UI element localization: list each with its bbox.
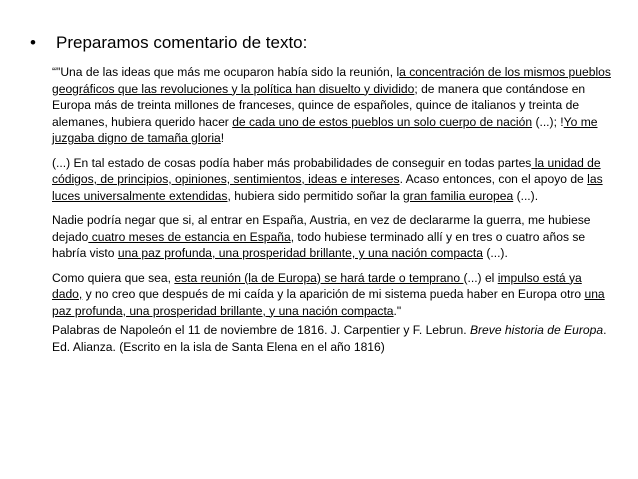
bullet-heading	[30, 33, 307, 53]
quote-paragraph-3	[52, 212, 612, 262]
book-title: Breve historia de Europa	[469, 323, 604, 337]
text-span: ."	[393, 303, 402, 318]
text-span: !	[220, 131, 225, 145]
text-span: , hubiera sido permitido soñar la	[227, 188, 403, 203]
underlined-span: gran familia europea	[402, 188, 514, 203]
underlined-span: de cada uno de estos pueblos un solo cuerpo de nación	[232, 114, 533, 129]
text-span: (...).	[482, 246, 508, 260]
text-span: . Ed. Alianza. (Escrito en la isla de Santa Elena en el año 1816)	[52, 323, 607, 354]
text-span: (...); !	[532, 114, 564, 129]
text-span: “"Una de las ideas que más me ocuparon había sido la reunión, l	[52, 65, 400, 79]
underlined-span: cuatro meses de estancia en España	[88, 229, 291, 244]
text-span: ; de manera que contándose en Europa más de treinta millones de franceses, quince de españoles, quince de italianos y treinta de alemanes, hubiera querido hacer	[52, 81, 586, 129]
bullet-icon: •	[30, 33, 36, 52]
underlined-span: una paz profunda, una prosperidad brillante, y una nación compacta	[117, 246, 483, 260]
text-span: y no creo que después de mi caída y la aparición de mi sistema pueda haber en Europa otro	[82, 287, 585, 301]
text-span: Nadie podría negar que si, al entrar en España, Austria, en vez de declararme la guerra, me hubiese dejado	[52, 213, 591, 244]
text-span: . Acaso entonces, con el apoyo de	[399, 172, 588, 186]
source-citation	[52, 322, 612, 355]
underlined-span: una paz profunda, una prosperidad brillante, y una nación compacta	[52, 287, 605, 318]
underlined-span: esta reunión (la de Europa) se hará tarde o temprano	[174, 270, 464, 285]
underlined-span: a concentración de los mismos pueblos geográficos que las revoluciones y la política han disuelto y dividido	[52, 65, 611, 96]
quote-block	[52, 64, 612, 319]
underlined-span: Yo me juzgaba digno de tamaña gloria	[52, 114, 598, 145]
underlined-span: la unidad de códigos, de principios, opiniones, sentimientos, ideas e intereses	[52, 155, 601, 186]
quote-paragraph-4	[52, 270, 612, 320]
text-span: Palabras de Napoleón el 11 de noviembre de 1816. J. Carpentier y F. Lebrun.	[52, 323, 470, 337]
text-span: Como quiera que sea,	[52, 270, 175, 285]
quote-paragraph-1	[52, 64, 612, 147]
underlined-span: las luces universalmente extendidas	[52, 172, 603, 203]
text-span: (...) el	[463, 270, 498, 285]
quote-paragraph-2	[52, 155, 612, 205]
text-span: , todo hubiese terminado allí y en tres o cuatro años se habría visto	[52, 229, 586, 260]
text-span: (...).	[513, 188, 539, 203]
text-span: (...) En tal estado de cosas podía haber más probabilidades de conseguir en todas partes	[52, 155, 532, 170]
underlined-span: impulso está ya dado,	[52, 270, 582, 301]
heading-text: Preparamos comentario de texto:	[56, 33, 308, 52]
